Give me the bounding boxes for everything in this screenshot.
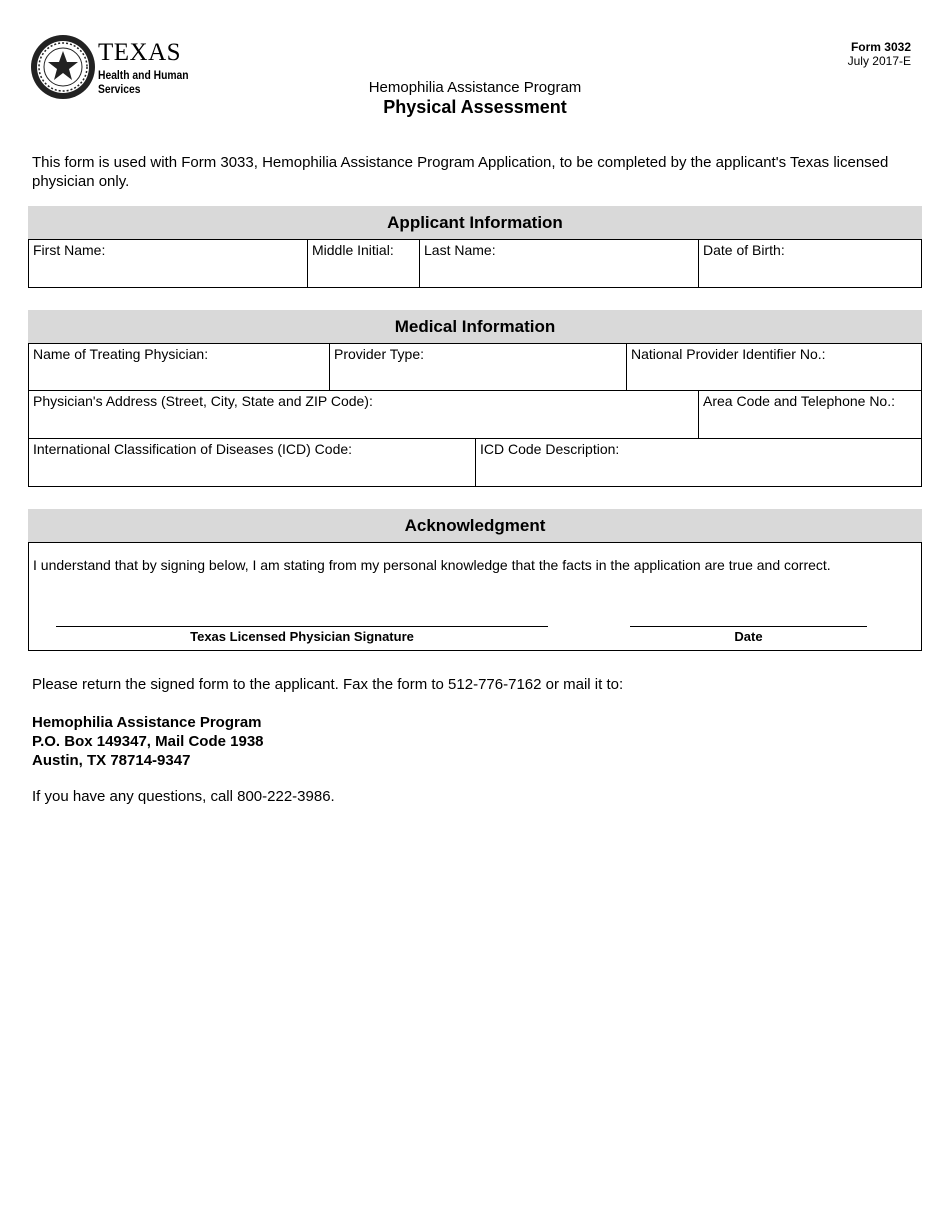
logo-texas: TEXAS <box>98 39 182 66</box>
acknowledgment-text: I understand that by signing below, I am stating from my personal knowledge that the facts in the application are true and correct. <box>33 557 831 573</box>
acknowledgment-box <box>28 542 922 651</box>
physician-address-field[interactable]: Physician's Address (Street, City, State and ZIP Code): <box>28 390 699 439</box>
logo-line-2: Health and Human <box>98 68 189 82</box>
page-title: Physical Assessment <box>383 97 567 117</box>
provider-type-field[interactable]: Provider Type: <box>329 343 627 391</box>
logo-line-3: Services <box>98 82 141 96</box>
signature-line[interactable] <box>56 626 548 627</box>
signature-label: Texas Licensed Physician Signature <box>190 629 414 644</box>
return-instructions: Please return the signed form to the applicant. Fax the form to 512-776-7162 or mail it to: <box>32 676 624 693</box>
address-line-3: Austin, TX 78714-9347 <box>32 752 191 769</box>
form-number-block <box>848 40 911 68</box>
address-line-2: P.O. Box 149347, Mail Code 1938 <box>32 733 264 750</box>
address-line-1: Hemophilia Assistance Program <box>32 714 262 731</box>
medical-section-heading: Medical Information <box>28 310 922 343</box>
program-name: Hemophilia Assistance Program <box>368 79 582 96</box>
date-of-birth-field[interactable]: Date of Birth: <box>698 239 922 288</box>
npi-number-field[interactable]: National Provider Identifier No.: <box>626 343 922 391</box>
form-date: July 2017-E <box>847 54 911 68</box>
middle-initial-field[interactable]: Middle Initial: <box>307 239 420 288</box>
icd-code-field[interactable]: International Classification of Diseases (ICD) Code: <box>28 438 476 487</box>
treating-physician-field[interactable]: Name of Treating Physician: <box>28 343 330 391</box>
mailing-address <box>32 713 264 770</box>
questions-contact: If you have any questions, call 800-222-3986. <box>32 788 335 805</box>
telephone-field[interactable]: Area Code and Telephone No.: <box>698 390 922 439</box>
applicant-section-heading: Applicant Information <box>28 206 922 239</box>
icd-description-field[interactable]: ICD Code Description: <box>475 438 922 487</box>
last-name-field[interactable]: Last Name: <box>419 239 699 288</box>
first-name-field[interactable]: First Name: <box>28 239 308 288</box>
form-number: Form 3032 <box>850 40 911 54</box>
acknowledgment-section-heading: Acknowledgment <box>28 509 922 542</box>
date-line[interactable] <box>630 626 867 627</box>
date-label: Date <box>734 629 763 644</box>
intro-text: This form is used with Form 3033, Hemophilia Assistance Program Application, to be completed by the applicant's Texas licensed physician only. <box>32 154 889 190</box>
